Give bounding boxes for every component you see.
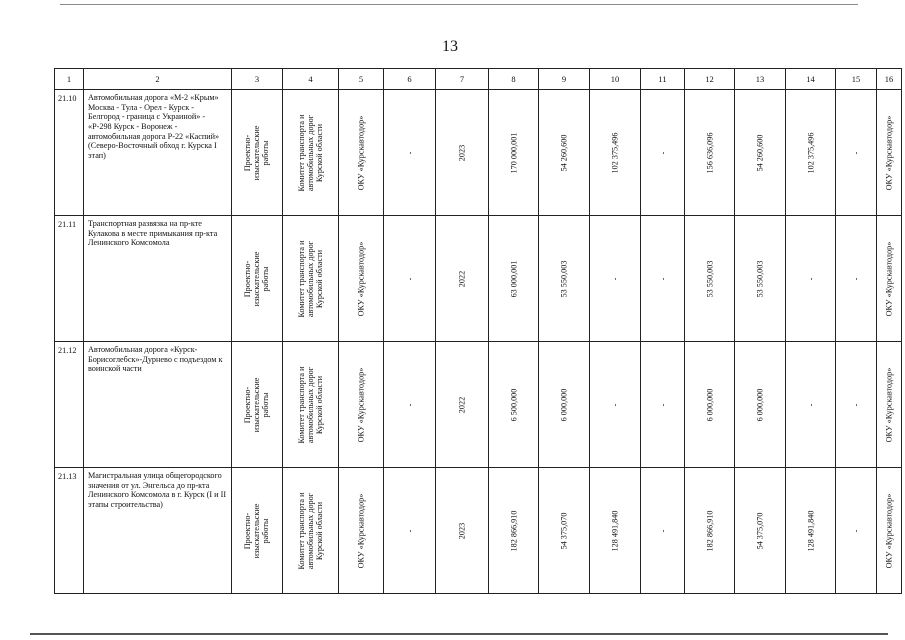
cell-executor [877,468,902,594]
cell-value: - [805,277,815,280]
cell-value: 54 375,070 [755,512,765,549]
object-name: Магистральная улица общегородского значения от ул. Энгельса до пр-кта Ленинского Комсомола в г. Курск (I и II этапы строительства) [84,468,232,594]
cell-col-14 [786,342,836,468]
cell-value: 63 000,001 [508,260,518,297]
cell-value: 53 550,003 [704,260,714,297]
cell-value: ОКУ «Курскавтодор» [356,493,366,568]
cell-committee [283,90,339,216]
cell-year [436,216,489,342]
cell-value: 6 500,000 [508,388,518,421]
cell-value: - [851,277,861,280]
cell-col-10 [590,90,641,216]
cell-value: 182 866,910 [704,510,714,551]
cell-col-8 [489,468,539,594]
row-number: 21.11 [55,216,84,342]
cell-value: 6 000,000 [704,388,714,421]
table-row [55,90,902,216]
cell-col-6 [384,90,436,216]
table-row [55,468,902,594]
cell-value: 2022 [457,396,467,413]
cell-value: - [404,529,414,532]
cell-value: 2023 [457,522,467,539]
cell-value: ОКУ «Курскавтодор» [884,115,894,190]
cell-value: - [851,529,861,532]
cell-customer [339,468,384,594]
cell-value: 54 260,600 [755,134,765,171]
cell-value: - [657,403,667,406]
cell-col-14 [786,90,836,216]
cell-col-6 [384,342,436,468]
object-name: Автомобильная дорога «Курск-Борисоглебск»-Дурнево с подъездом к воинской части [84,342,232,468]
cell-value: 128 491,840 [805,510,815,551]
bottom-border-line [30,633,888,635]
cell-value: 54 260,600 [559,134,569,171]
cell-value: - [657,529,667,532]
cell-customer [339,90,384,216]
cell-col-11 [641,90,685,216]
cell-executor [877,90,902,216]
cell-value: Проектно-изыскательские работы [243,125,271,180]
cell-col-10 [590,216,641,342]
column-header-12: 12 [685,69,735,90]
cell-value: ОКУ «Курскавтодор» [356,367,366,442]
cell-work-type [232,342,283,468]
cell-value: Проектно-изыскательские работы [243,377,271,432]
projects-table [54,68,902,594]
object-name: Автомобильная дорога «М-2 «Крым» Москва - Тула - Орел - Курск - Белгород - граница с Украиной» - «Р-298 Курск - Воронеж - автомобильная дорога Р-22 «Каспий» (Северо-Восточный обход г. Курска I этап) [84,90,232,216]
cell-col-15 [836,342,877,468]
cell-value: 2022 [457,270,467,287]
column-header-7: 7 [436,69,489,90]
cell-col-9 [539,468,590,594]
header-row [55,69,902,90]
column-header-3: 3 [232,69,283,90]
cell-year [436,90,489,216]
cell-year [436,342,489,468]
cell-value: Комитет транспорта и автомобильных дорог Курской области [296,366,325,444]
cell-value: ОКУ «Курскавтодор» [356,115,366,190]
cell-col-15 [836,216,877,342]
cell-col-13 [735,90,786,216]
cell-value: 128 491,840 [610,510,620,551]
cell-col-12 [685,342,735,468]
cell-col-8 [489,90,539,216]
cell-value: 102 375,496 [610,132,620,173]
top-border-line [60,4,858,5]
cell-col-14 [786,216,836,342]
column-header-2: 2 [84,69,232,90]
cell-work-type [232,468,283,594]
cell-year [436,468,489,594]
cell-value: Комитет транспорта и автомобильных дорог Курской области [296,114,325,192]
cell-value: ОКУ «Курскавтодор» [356,241,366,316]
cell-committee [283,216,339,342]
cell-value: Комитет транспорта и автомобильных дорог Курской области [296,240,325,318]
cell-col-11 [641,216,685,342]
cell-col-12 [685,216,735,342]
cell-value: - [610,403,620,406]
cell-committee [283,342,339,468]
cell-col-11 [641,342,685,468]
cell-value: 53 550,003 [755,260,765,297]
cell-value: - [404,277,414,280]
cell-value: ОКУ «Курскавтодор» [884,367,894,442]
cell-value: - [805,403,815,406]
cell-value: - [851,403,861,406]
table-row [55,216,902,342]
cell-col-15 [836,90,877,216]
column-header-14: 14 [786,69,836,90]
cell-value: Комитет транспорта и автомобильных дорог Курской области [296,492,325,570]
column-header-13: 13 [735,69,786,90]
cell-work-type [232,216,283,342]
cell-col-6 [384,468,436,594]
column-header-15: 15 [836,69,877,90]
column-header-10: 10 [590,69,641,90]
cell-value: - [404,403,414,406]
cell-col-15 [836,468,877,594]
cell-col-8 [489,342,539,468]
cell-value: - [610,277,620,280]
cell-committee [283,468,339,594]
row-number: 21.13 [55,468,84,594]
cell-col-6 [384,216,436,342]
cell-value: 170 000,001 [508,132,518,173]
cell-work-type [232,90,283,216]
cell-customer [339,216,384,342]
cell-value: 54 375,070 [559,512,569,549]
cell-value: 182 866,910 [508,510,518,551]
cell-col-8 [489,216,539,342]
cell-value: Проектно-изыскательские работы [243,251,271,306]
cell-value: - [851,151,861,154]
cell-value: 102 375,496 [805,132,815,173]
column-header-6: 6 [384,69,436,90]
cell-col-9 [539,342,590,468]
cell-value: - [657,151,667,154]
column-header-8: 8 [489,69,539,90]
column-header-5: 5 [339,69,384,90]
cell-value: - [657,277,667,280]
cell-executor [877,342,902,468]
cell-col-13 [735,468,786,594]
cell-col-12 [685,468,735,594]
column-header-9: 9 [539,69,590,90]
column-header-4: 4 [283,69,339,90]
cell-col-9 [539,216,590,342]
object-name: Транспортная развязка на пр-кте Кулакова в месте примыкания пр-кта Ленинского Комсомола [84,216,232,342]
cell-col-13 [735,216,786,342]
cell-col-10 [590,468,641,594]
cell-value: 6 000,000 [755,388,765,421]
cell-value: - [404,151,414,154]
cell-value: 53 550,003 [559,260,569,297]
column-header-11: 11 [641,69,685,90]
row-number: 21.12 [55,342,84,468]
column-header-16: 16 [877,69,902,90]
cell-value: Проектно-изыскательские работы [243,503,271,558]
cell-col-11 [641,468,685,594]
cell-col-12 [685,90,735,216]
column-header-1: 1 [55,69,84,90]
cell-customer [339,342,384,468]
cell-value: 2023 [457,144,467,161]
cell-col-14 [786,468,836,594]
table-row [55,342,902,468]
cell-value: ОКУ «Курскавтодор» [884,493,894,568]
cell-value: ОКУ «Курскавтодор» [884,241,894,316]
cell-col-13 [735,342,786,468]
cell-value: 6 000,000 [559,388,569,421]
cell-col-9 [539,90,590,216]
cell-value: 156 636,096 [704,132,714,173]
cell-executor [877,216,902,342]
page-number: 13 [442,38,458,55]
row-number: 21.10 [55,90,84,216]
cell-col-10 [590,342,641,468]
